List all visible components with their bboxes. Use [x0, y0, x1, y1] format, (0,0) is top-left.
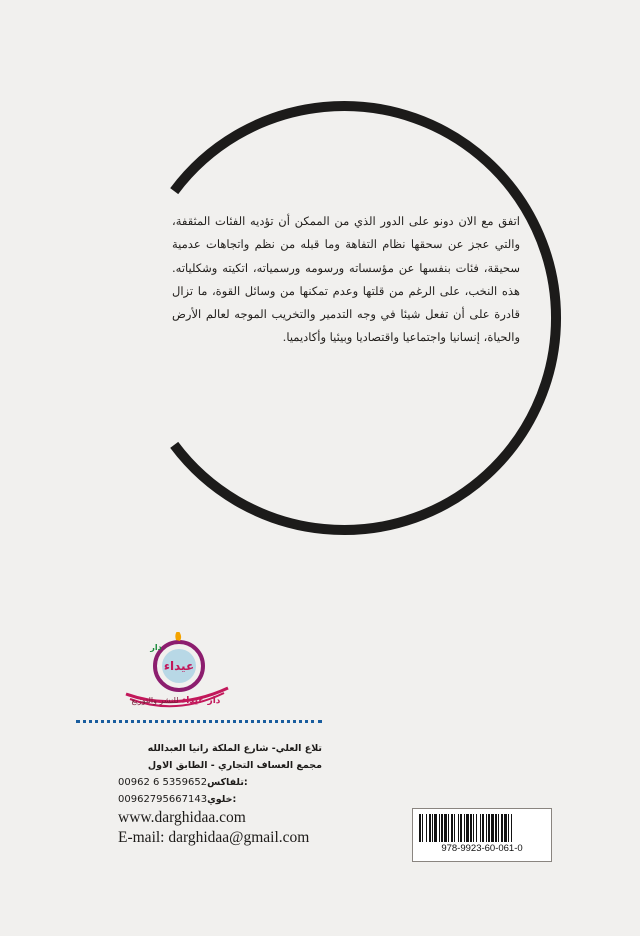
- barcode-bar: [439, 814, 440, 842]
- barcode-bar: [498, 814, 499, 842]
- barcode-bar: [429, 814, 431, 842]
- barcode-bar: [451, 814, 453, 842]
- barcode-bar: [476, 814, 477, 842]
- barcode-bar: [460, 814, 462, 842]
- telefax-number: 00962 6 5359652: [118, 777, 208, 788]
- address-line-1: تلاع العلي- شارع الملكة رانيا العبدالله: [147, 743, 322, 754]
- barcode-bar: [441, 814, 443, 842]
- barcode-bar: [480, 814, 481, 842]
- barcode-bar: [422, 814, 423, 842]
- barcode-bar: [504, 814, 507, 842]
- barcode-bar: [448, 814, 449, 842]
- publisher-name: [116, 696, 236, 706]
- barcode-bar: [454, 814, 455, 842]
- barcode-bar: [458, 814, 459, 842]
- barcode-bar: [482, 814, 484, 842]
- barcode-bar: [466, 814, 469, 842]
- barcode-bar: [426, 814, 427, 842]
- publisher-tagline: للنشر والتوزيع: [131, 696, 179, 705]
- dotted-divider: [76, 720, 322, 723]
- barcode-bar: [419, 814, 421, 842]
- isbn-number: 978-9923-60-061-0: [441, 843, 523, 854]
- barcode-bar: [491, 814, 494, 842]
- barcode-bar: [444, 814, 447, 842]
- isbn-barcode: [412, 808, 552, 862]
- barcode-bar: [495, 814, 497, 842]
- telefax-label: تلفاكس:: [207, 777, 248, 788]
- blurb-paragraph: اتفق مع الان دونو على الدور الذي من الممكن أن تؤديه الفئات المثقفة، والتي عجز عن سحقها نظام التفاهة وما قبله من نظم واتجاهات عدمية سحيقة، فئات بنفسها عن مؤسساته ورسومه ورسمياته، اتكيته وشكلياته. هذه النخب، على الرغم من قلتها وعدم تمكنها من وسائل القوة، ما تزال قادرة على أن تفعل شيئا في وجه التدمير والتخريب الموجه لعالم الأرض والحياة، إنسانيا واجتماعيا واقتصاديا وبيئيا وأكاديميا.: [172, 214, 520, 345]
- barcode-bar: [473, 814, 474, 842]
- barcode-bar: [511, 814, 512, 842]
- telefax-row: [118, 774, 322, 791]
- contact-block: [118, 740, 322, 848]
- logo-script: عيداء: [163, 659, 195, 673]
- barcode-bar: [434, 814, 437, 842]
- mobile-label: خلوي:: [207, 794, 237, 805]
- website-link[interactable]: www.darghidaa.com: [118, 809, 246, 826]
- barcode-bar: [488, 814, 490, 842]
- barcode-bar: [501, 814, 503, 842]
- barcode-bar: [432, 814, 433, 842]
- mobile-number: 00962795667143: [118, 794, 208, 805]
- blurb-text: [172, 210, 520, 350]
- logo-dar: دار: [150, 643, 162, 652]
- barcode-bars: [419, 814, 545, 842]
- barcode-bar: [486, 814, 487, 842]
- mobile-row: [118, 791, 322, 808]
- publisher-title: دار غيداء: [181, 696, 221, 706]
- address-line-2: مجمع العساف التجاري - الطابق الاول: [147, 760, 322, 771]
- barcode-bar: [508, 814, 509, 842]
- email-link[interactable]: E-mail: darghidaa@gmail.com: [118, 829, 310, 846]
- barcode-bar: [470, 814, 472, 842]
- barcode-bar: [464, 814, 465, 842]
